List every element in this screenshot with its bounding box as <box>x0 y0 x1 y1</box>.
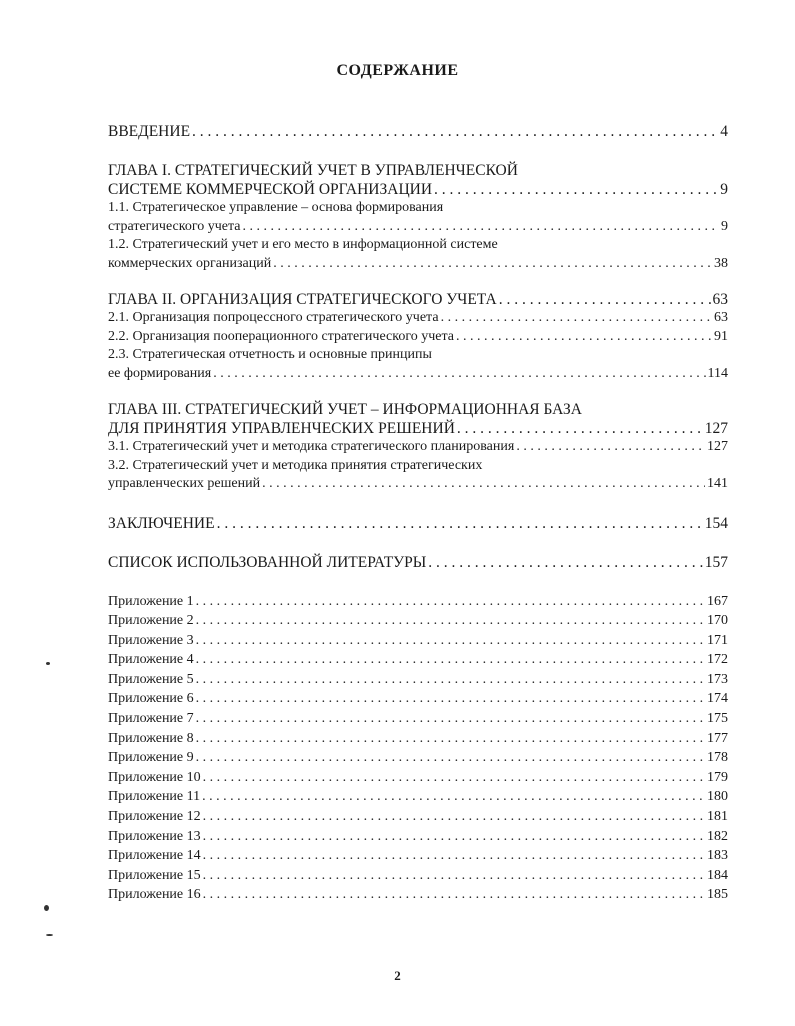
leader-dots <box>203 846 705 866</box>
toc-entry-appendix[interactable] <box>108 827 728 847</box>
toc-entry-appendix[interactable] <box>108 866 728 886</box>
appendix-list <box>108 592 728 906</box>
toc-entry-appendix[interactable] <box>108 631 728 651</box>
leader-dots <box>516 438 705 457</box>
toc-page-number: 141 <box>707 476 728 491</box>
page-title: СОДЕРЖАНИЕ <box>336 62 459 79</box>
toc-entry-appendix[interactable] <box>108 807 728 827</box>
toc-entry-label: Приложение 15 <box>108 867 201 883</box>
toc-entry-label-line1: ГЛАВА III. СТРАТЕГИЧЕСКИЙ УЧЕТ – ИНФОРМАЦИОННАЯ БАЗА <box>108 401 582 418</box>
toc-page-number: 9 <box>721 218 728 234</box>
toc-page-number: 171 <box>707 632 728 648</box>
leader-dots <box>196 748 705 768</box>
toc-page-number: 63 <box>712 291 728 308</box>
toc-entry-label: Приложение 13 <box>108 828 201 844</box>
toc-entry-label-line2: управленческих решений <box>108 476 261 491</box>
toc-entry-label: Приложение 1 <box>108 593 194 609</box>
toc-entry-appendix[interactable] <box>108 650 728 670</box>
toc-page-number: 179 <box>707 769 728 785</box>
page-number: 2 <box>394 968 401 983</box>
leader-dots <box>196 611 705 631</box>
toc-entry-label-line1: 1.1. Стратегическое управление – основа формирования <box>108 200 444 215</box>
toc-entry-label: Приложение 3 <box>108 632 194 648</box>
toc-entry-label-line2: ДЛЯ ПРИНЯТИЯ УПРАВЛЕНЧЕСКИХ РЕШЕНИЙ <box>108 420 455 437</box>
leader-dots <box>202 787 705 807</box>
leader-dots <box>196 709 705 729</box>
leader-dots <box>196 729 705 749</box>
toc-entry-appendix[interactable] <box>108 729 728 749</box>
toc-page-number: 182 <box>707 828 728 844</box>
toc-entry-section-2-3[interactable] <box>108 346 728 383</box>
toc-entry-label-line1: 3.2. Стратегический учет и методика принятия стратегических <box>108 457 483 473</box>
toc-entry-section-1-1[interactable] <box>108 199 728 236</box>
toc-entry-label: Приложение 16 <box>108 887 201 903</box>
leader-dots <box>196 650 705 670</box>
toc-entry-label: Приложение 9 <box>108 750 194 766</box>
toc-page-number: 181 <box>707 809 728 825</box>
toc-page-number: 157 <box>704 553 728 571</box>
toc-entry-label-line2: коммерческих организаций <box>108 255 272 271</box>
toc-entry-label: Приложение 11 <box>108 789 201 805</box>
toc-page-number: 91 <box>714 328 728 344</box>
toc-entry-section-2-1[interactable] <box>108 309 728 328</box>
toc-page-number: 174 <box>707 691 728 707</box>
leader-dots <box>457 419 703 438</box>
toc-entry-appendix[interactable] <box>108 611 728 631</box>
toc-entry-label-line2: стратегического учета <box>108 218 241 234</box>
leader-dots <box>242 218 719 237</box>
leader-dots <box>441 309 712 328</box>
toc-entry-label-line2: ее формирования <box>108 365 212 381</box>
leader-dots <box>434 180 718 199</box>
toc-entry-chapter-3[interactable] <box>108 400 728 438</box>
leader-dots <box>196 689 705 709</box>
table-of-contents <box>108 122 728 905</box>
toc-page-number: 170 <box>707 613 728 629</box>
toc-entry-label: 2.2. Организация пооперационного стратегического учета <box>108 328 454 344</box>
toc-entry-label-line1: ГЛАВА I. СТРАТЕГИЧЕСКИЙ УЧЕТ В УПРАВЛЕНЧЕСКОЙ <box>108 162 518 179</box>
toc-entry-appendix[interactable] <box>108 787 728 807</box>
scan-speck <box>46 662 50 665</box>
leader-dots <box>196 592 705 612</box>
toc-entry-label: СПИСОК ИСПОЛЬЗОВАННОЙ ЛИТЕРАТУРЫ <box>108 553 427 571</box>
toc-entry-label: ВВЕДЕНИЕ <box>108 123 191 140</box>
leader-dots <box>262 475 705 494</box>
toc-page-number: 184 <box>707 867 728 883</box>
toc-page-number: 183 <box>707 848 728 864</box>
toc-entry-label: ЗАКЛЮЧЕНИЕ <box>108 514 215 532</box>
leader-dots <box>217 514 703 533</box>
toc-entry-introduction[interactable] <box>108 122 728 141</box>
leader-dots <box>456 328 712 347</box>
toc-entry-appendix[interactable] <box>108 748 728 768</box>
leader-dots <box>192 122 718 141</box>
toc-entry-chapter-2[interactable] <box>108 290 728 309</box>
leader-dots <box>203 768 705 788</box>
toc-page-number: 38 <box>714 255 728 271</box>
toc-entry-appendix[interactable] <box>108 709 728 729</box>
toc-entry-label: Приложение 6 <box>108 691 194 707</box>
scan-speck <box>46 934 53 936</box>
toc-entry-label: Приложение 4 <box>108 652 194 668</box>
toc-page-number: 114 <box>707 365 728 381</box>
toc-entry-appendix[interactable] <box>108 592 728 612</box>
toc-entry-label: Приложение 7 <box>108 711 194 727</box>
toc-page-number: 172 <box>707 652 728 668</box>
leader-dots <box>196 670 705 690</box>
toc-entry-section-3-1[interactable] <box>108 438 728 457</box>
scan-speck <box>44 905 49 911</box>
toc-entry-label: ГЛАВА II. ОРГАНИЗАЦИЯ СТРАТЕГИЧЕСКОГО УЧЕТА <box>108 291 497 308</box>
toc-page-number: 180 <box>707 789 728 805</box>
toc-entry-label: 2.1. Организация попроцессного стратегического учета <box>108 310 439 325</box>
toc-page-number: 178 <box>707 750 728 766</box>
toc-entry-chapter-1[interactable] <box>108 161 728 199</box>
toc-page-number: 4 <box>720 123 728 140</box>
toc-entry-label: Приложение 10 <box>108 769 201 785</box>
toc-entry-label-line1: 1.2. Стратегический учет и его место в информационной системе <box>108 237 498 252</box>
toc-page-number: 154 <box>704 514 728 532</box>
leader-dots <box>203 827 705 847</box>
leader-dots <box>203 807 705 827</box>
leader-dots <box>203 885 705 905</box>
toc-page-number: 167 <box>707 593 728 609</box>
toc-entry-label: Приложение 12 <box>108 809 201 825</box>
toc-entry-label: 3.1. Стратегический учет и методика стратегического планирования <box>108 439 515 454</box>
toc-entry-conclusion[interactable] <box>108 514 728 533</box>
toc-entry-appendix[interactable] <box>108 670 728 690</box>
toc-entry-label: Приложение 5 <box>108 671 194 687</box>
leader-dots <box>428 553 702 572</box>
toc-entry-label: Приложение 2 <box>108 613 194 629</box>
toc-page-number: 9 <box>720 181 728 198</box>
toc-entry-label: Приложение 8 <box>108 730 194 746</box>
toc-entry-section-3-2[interactable] <box>108 457 728 494</box>
toc-page-number: 175 <box>707 711 728 727</box>
toc-entry-label-line1: 2.3. Стратегическая отчетность и основные принципы <box>108 347 432 362</box>
leader-dots <box>203 866 705 886</box>
toc-page-number: 173 <box>707 671 728 687</box>
toc-entry-appendix[interactable] <box>108 885 728 905</box>
toc-page-number: 185 <box>707 887 728 903</box>
leader-dots <box>196 631 705 651</box>
toc-page-number: 127 <box>704 420 728 437</box>
toc-entry-appendix[interactable] <box>108 768 728 788</box>
leader-dots <box>213 365 705 384</box>
toc-page-number: 127 <box>707 439 728 454</box>
toc-entry-section-1-2[interactable] <box>108 236 728 273</box>
leader-dots <box>499 290 711 309</box>
toc-entry-label: Приложение 14 <box>108 848 201 864</box>
toc-entry-section-2-2[interactable] <box>108 328 728 347</box>
toc-page-number: 63 <box>714 310 728 325</box>
toc-entry-appendix[interactable] <box>108 689 728 709</box>
toc-entry-bibliography[interactable] <box>108 553 728 572</box>
toc-entry-appendix[interactable] <box>108 846 728 866</box>
toc-page-number: 177 <box>707 730 728 746</box>
leader-dots <box>273 255 712 274</box>
toc-entry-label-line2: СИСТЕМЕ КОММЕРЧЕСКОЙ ОРГАНИЗАЦИИ <box>108 181 433 198</box>
